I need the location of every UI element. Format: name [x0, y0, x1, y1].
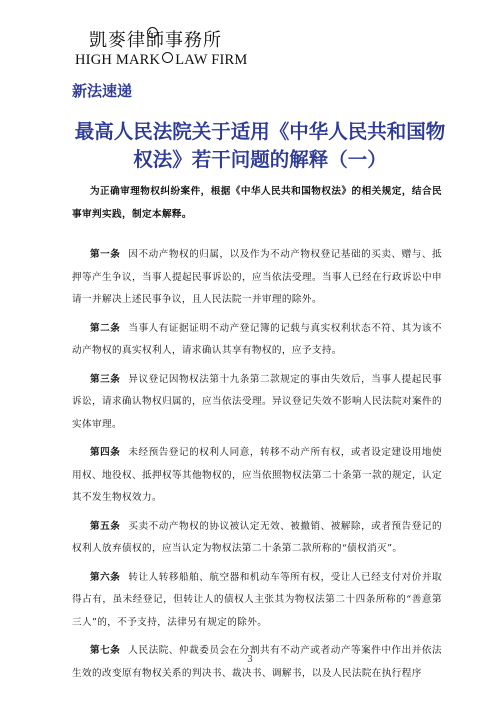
article-5	[72, 516, 442, 561]
article-text: 因不动产物权的归属，以及作为不动产物权登记基础的买卖、赠与、抵押等产生争议，当事人提起民事诉讼的，应当依法受理。当事人已经在行政诉讼中申请一并解决上述民事争议，且人民法院一并审理的除外。	[72, 249, 443, 305]
firm-name-english	[75, 52, 247, 69]
firm-letterhead	[75, 26, 275, 74]
article-4	[72, 442, 442, 510]
article-text: 买卖不动产物权的协议被认定无效、被撤销、被解除，或者预告登记的权利人放弃债权的，应当认定为物权法第二十条第二款所称的“债权消灭”。	[72, 520, 443, 554]
preface-paragraph: 为正确审理物权纠纷案件，根据《中华人民共和国物权法》的相关规定，结合民事审判实践，制定本解释。	[72, 186, 442, 220]
article-number: 第六条	[90, 571, 121, 583]
article-number: 第二条	[90, 322, 121, 334]
article-6	[72, 567, 442, 635]
firm-name-english-left: HIGH MARK	[75, 52, 161, 68]
article-number: 第七条	[90, 645, 121, 656]
article-number: 第四条	[90, 447, 121, 458]
page-number: 3	[247, 655, 253, 665]
firm-seal-icon	[147, 27, 158, 38]
article-text: 当事人有证据证明不动产登记簿的记载与真实权利状态不符、其为该不动产物权的真实权利人，请求确认其享有物权的，应予支持。	[72, 322, 443, 356]
document-body	[72, 181, 442, 685]
firm-ring-icon	[162, 52, 173, 63]
article-3	[72, 369, 442, 437]
article-number: 第三条	[90, 373, 121, 385]
firm-name-english-right: LAW FIRM	[175, 52, 248, 68]
article-2	[72, 318, 442, 363]
article-text: 异议登记因物权法第十九条第二款规定的事由失效后，当事人提起民事诉讼，请求确认物权归属的，应当依法受理。异议登记失效不影响人民法院对案件的实体审理。	[72, 373, 443, 430]
article-text: 转让人转移船舶、航空器和机动车等所有权，受让人已经支付对价并取得占有，虽未经登记，但转让人的债权人主张其为物权法第二十四条所称的“善意第三人”的，不予支持，法律另有规定的除外。	[72, 571, 443, 628]
section-label: 新法速递	[72, 82, 133, 100]
article-text: 人民法院、仲裁委员会在分割共有不动产或者动产等案件中作出并依法生效的改变原有物权关系的判决书、裁决书、调解书，以及人民法院在执行程序	[72, 645, 443, 679]
document-title: 最高人民法院关于适用《中华人民共和国物权法》若干问题的解释（一）	[74, 120, 446, 171]
article-number: 第一条	[90, 249, 121, 260]
firm-name-chinese: 凱麥律師事務所	[89, 30, 222, 51]
article-number: 第五条	[90, 520, 121, 532]
article-text: 未经预告登记的权利人同意，转移不动产所有权，或者设定建设用地使用权、地役权、抵押权等其他物权的，应当依照物权法第二十条第一款的规定，认定其不发生物权效力。	[72, 447, 443, 503]
article-1	[72, 244, 442, 312]
